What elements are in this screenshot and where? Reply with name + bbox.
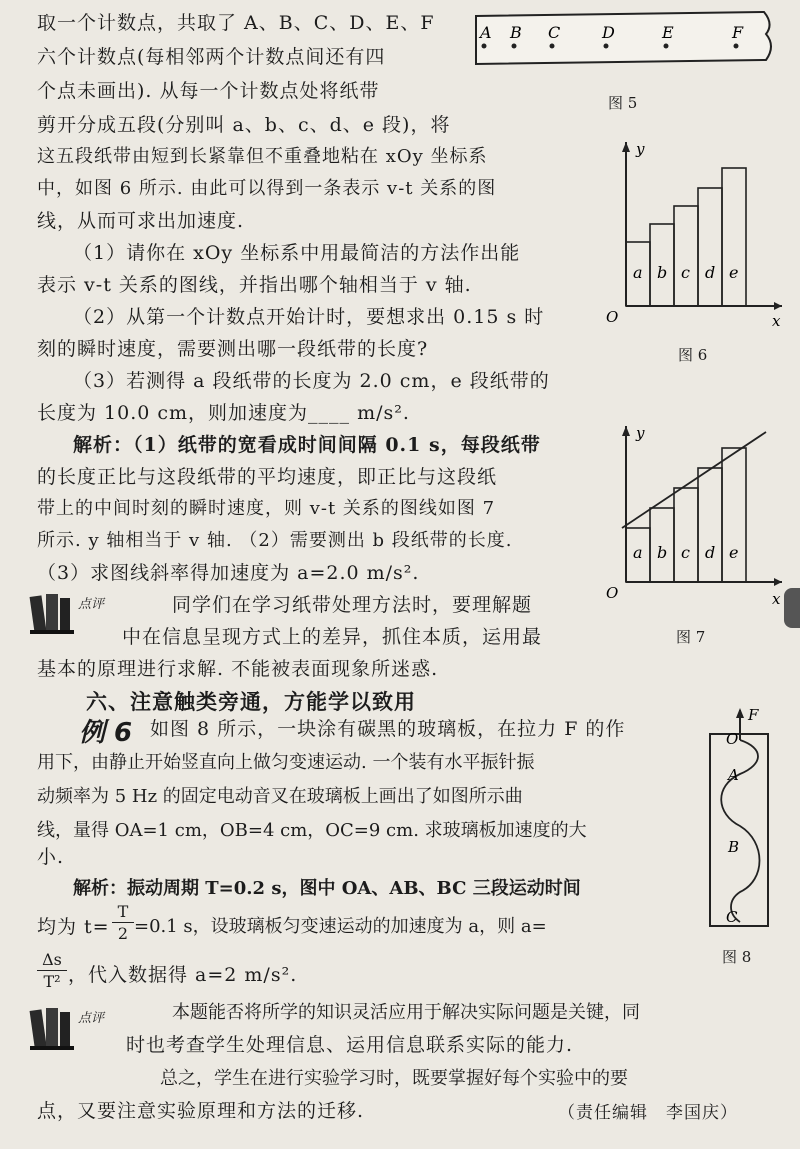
tape-dot [512,44,517,49]
x-axis-label: x [772,590,781,608]
text-line: 带上的中间时刻的瞬时速度，则 v-t 关系的图线如图 7 [37,498,496,519]
fraction-numerator: T [117,902,129,921]
fraction-numerator: Δs [42,950,62,969]
text-line: 所示. y 轴相当于 v 轴. （2）需要测出 b 段纸带的长度. [37,530,513,551]
origin-label: O [606,308,619,326]
point-label: B [728,838,740,856]
text-line: 刻的瞬时速度，需要测出哪一段纸带的长度? [37,338,429,360]
editor-credit: （责任编辑 李国庆） [558,1103,738,1123]
text-line: （1）请你在 xOy 坐标系中用最简洁的方法作出能 [73,242,521,264]
point-label: F [732,23,744,42]
fraction-bar [112,922,134,923]
glass-plate [710,734,768,926]
strip-label: d [705,543,716,562]
point-label: C [726,908,738,926]
text-line: 线，量得 OA=1 cm，OB=4 cm，OC=9 cm. 求玻璃板加速度的大 [37,820,587,841]
text-line: （2）从第一个计数点开始计时，要想求出 0.15 s 时 [73,306,545,328]
point-label: D [602,23,615,42]
fraction-denominator: 2 [117,924,129,943]
strip [674,488,698,582]
force-label: F [748,706,759,724]
figure-5-tape [470,6,788,86]
text-line: 中，如图 6 所示. 由此可以得到一条表示 v-t 关系的图 [37,178,497,199]
strip [722,168,746,306]
text-line: （3）若测得 a 段纸带的长度为 2.0 cm，e 段纸带的 [73,370,550,392]
text-line: 点，又要注意实验原理和方法的迁移. [37,1100,365,1122]
strip-label: b [657,263,668,282]
point-label: C [548,23,561,42]
y-axis-label: y [636,424,645,442]
text-line: =0.1 s，设玻璃板匀变速运动的加速度为 a，则 a= [134,916,547,937]
text-line: 用下，由静止开始竖直向上做匀变速运动. 一个装有水平振针振 [37,752,535,773]
text-line: 取一个计数点，共取了 A、B、C、D、E、F [37,12,435,34]
point-label: E [662,23,674,42]
text-line: 基本的原理进行求解. 不能被表面现象所迷惑. [37,658,439,680]
text-line: 小. [37,846,65,868]
strip-label: c [681,263,690,282]
strip-label: c [681,543,690,562]
figure-caption: 图 7 [676,628,706,646]
point-label: O [726,730,739,748]
figure-caption: 图 6 [678,346,708,364]
note-badge: 点评 [78,1011,105,1026]
page-edge-tab [784,588,800,628]
section-heading: 六、注意触类旁通，方能学以致用 [86,690,416,714]
figure-6-vt-strips [600,136,790,336]
text-line: 表示 v-t 关系的图线，并指出哪个轴相当于 v 轴. [37,274,472,296]
figure-7-vt-line [600,420,790,620]
text-line: 总之，学生在进行实验学习时，既要掌握好每个实验中的要 [160,1068,628,1089]
tape-dot [604,44,609,49]
text-line: 解析：振动周期 T=0.2 s，图中 OA、AB、BC 三段运动时间 [73,878,581,899]
text-line: 同学们在学习纸带处理方法时，要理解题 [172,594,533,616]
strip-label: e [729,263,739,282]
text-line: 的长度正比与这段纸带的平均速度，即正比与这段纸 [37,466,498,488]
note-badge: 点评 [78,597,105,612]
text-line: 动频率为 5 Hz 的固定电动音叉在玻璃板上画出了如图所示曲 [37,786,523,807]
text-line: 长度为 10.0 cm，则加速度为____ m/s². [37,402,410,424]
tape-dot [734,44,739,49]
text-line: 个点未画出). 从每一个计数点处将纸带 [37,80,380,102]
text-line: （3）求图线斜率得加速度为 a=2.0 m/s². [37,562,420,584]
text-line: 解析：（1）纸带的宽看成时间间隔 0.1 s，每段纸带 [73,434,541,456]
text-line: 剪开分成五段(分别叫 a、b、c、d、e 段)，将 [37,114,451,136]
strip-label: a [633,543,643,562]
fraction-denominator: T² [43,972,61,991]
figure-caption: 图 5 [608,94,638,112]
y-axis-label: y [636,140,645,158]
text-line: 时也考查学生处理信息、运用信息联系实际的能力. [126,1034,574,1056]
strip [698,188,722,306]
text-line: 线，从而可求出加速度. [37,210,245,232]
tape-dot [482,44,487,49]
point-label: A [480,23,492,42]
trace-curve [721,740,759,922]
fraction-bar [37,970,67,971]
text-line: ，代入数据得 a=2 m/s². [68,964,298,986]
origin-label: O [606,584,619,602]
text-line: 六个计数点(每相邻两个计数点间还有四 [37,46,386,68]
book-stack-icon [28,1002,105,1056]
book-stack-icon [28,588,105,640]
text-line: 本题能否将所学的知识灵活应用于解决实际问题是关键，同 [172,1002,640,1023]
tape-dot [550,44,555,49]
strip-label: a [633,263,643,282]
point-label: B [510,23,522,42]
text-line: 均为 t= [37,916,110,938]
x-axis-label: x [772,312,781,330]
strip [698,468,722,582]
text-line: 如图 8 所示，一块涂有碳黑的玻璃板，在拉力 F 的作 [150,718,626,740]
tape-dot [664,44,669,49]
strip [674,206,698,306]
strip-label: d [705,263,716,282]
strip-label: b [657,543,668,562]
text-line: 这五段纸带由短到长紧靠但不重叠地粘在 xOy 坐标系 [37,146,488,167]
example-label: 例 6 [79,718,133,748]
figure-8-glass-plate [700,704,790,934]
point-label: A [728,766,739,784]
figure-caption: 图 8 [722,948,752,966]
vt-fit-line [622,432,766,528]
text-line: 中在信息呈现方式上的差异，抓住本质，运用最 [122,626,543,648]
strip-label: e [729,543,739,562]
